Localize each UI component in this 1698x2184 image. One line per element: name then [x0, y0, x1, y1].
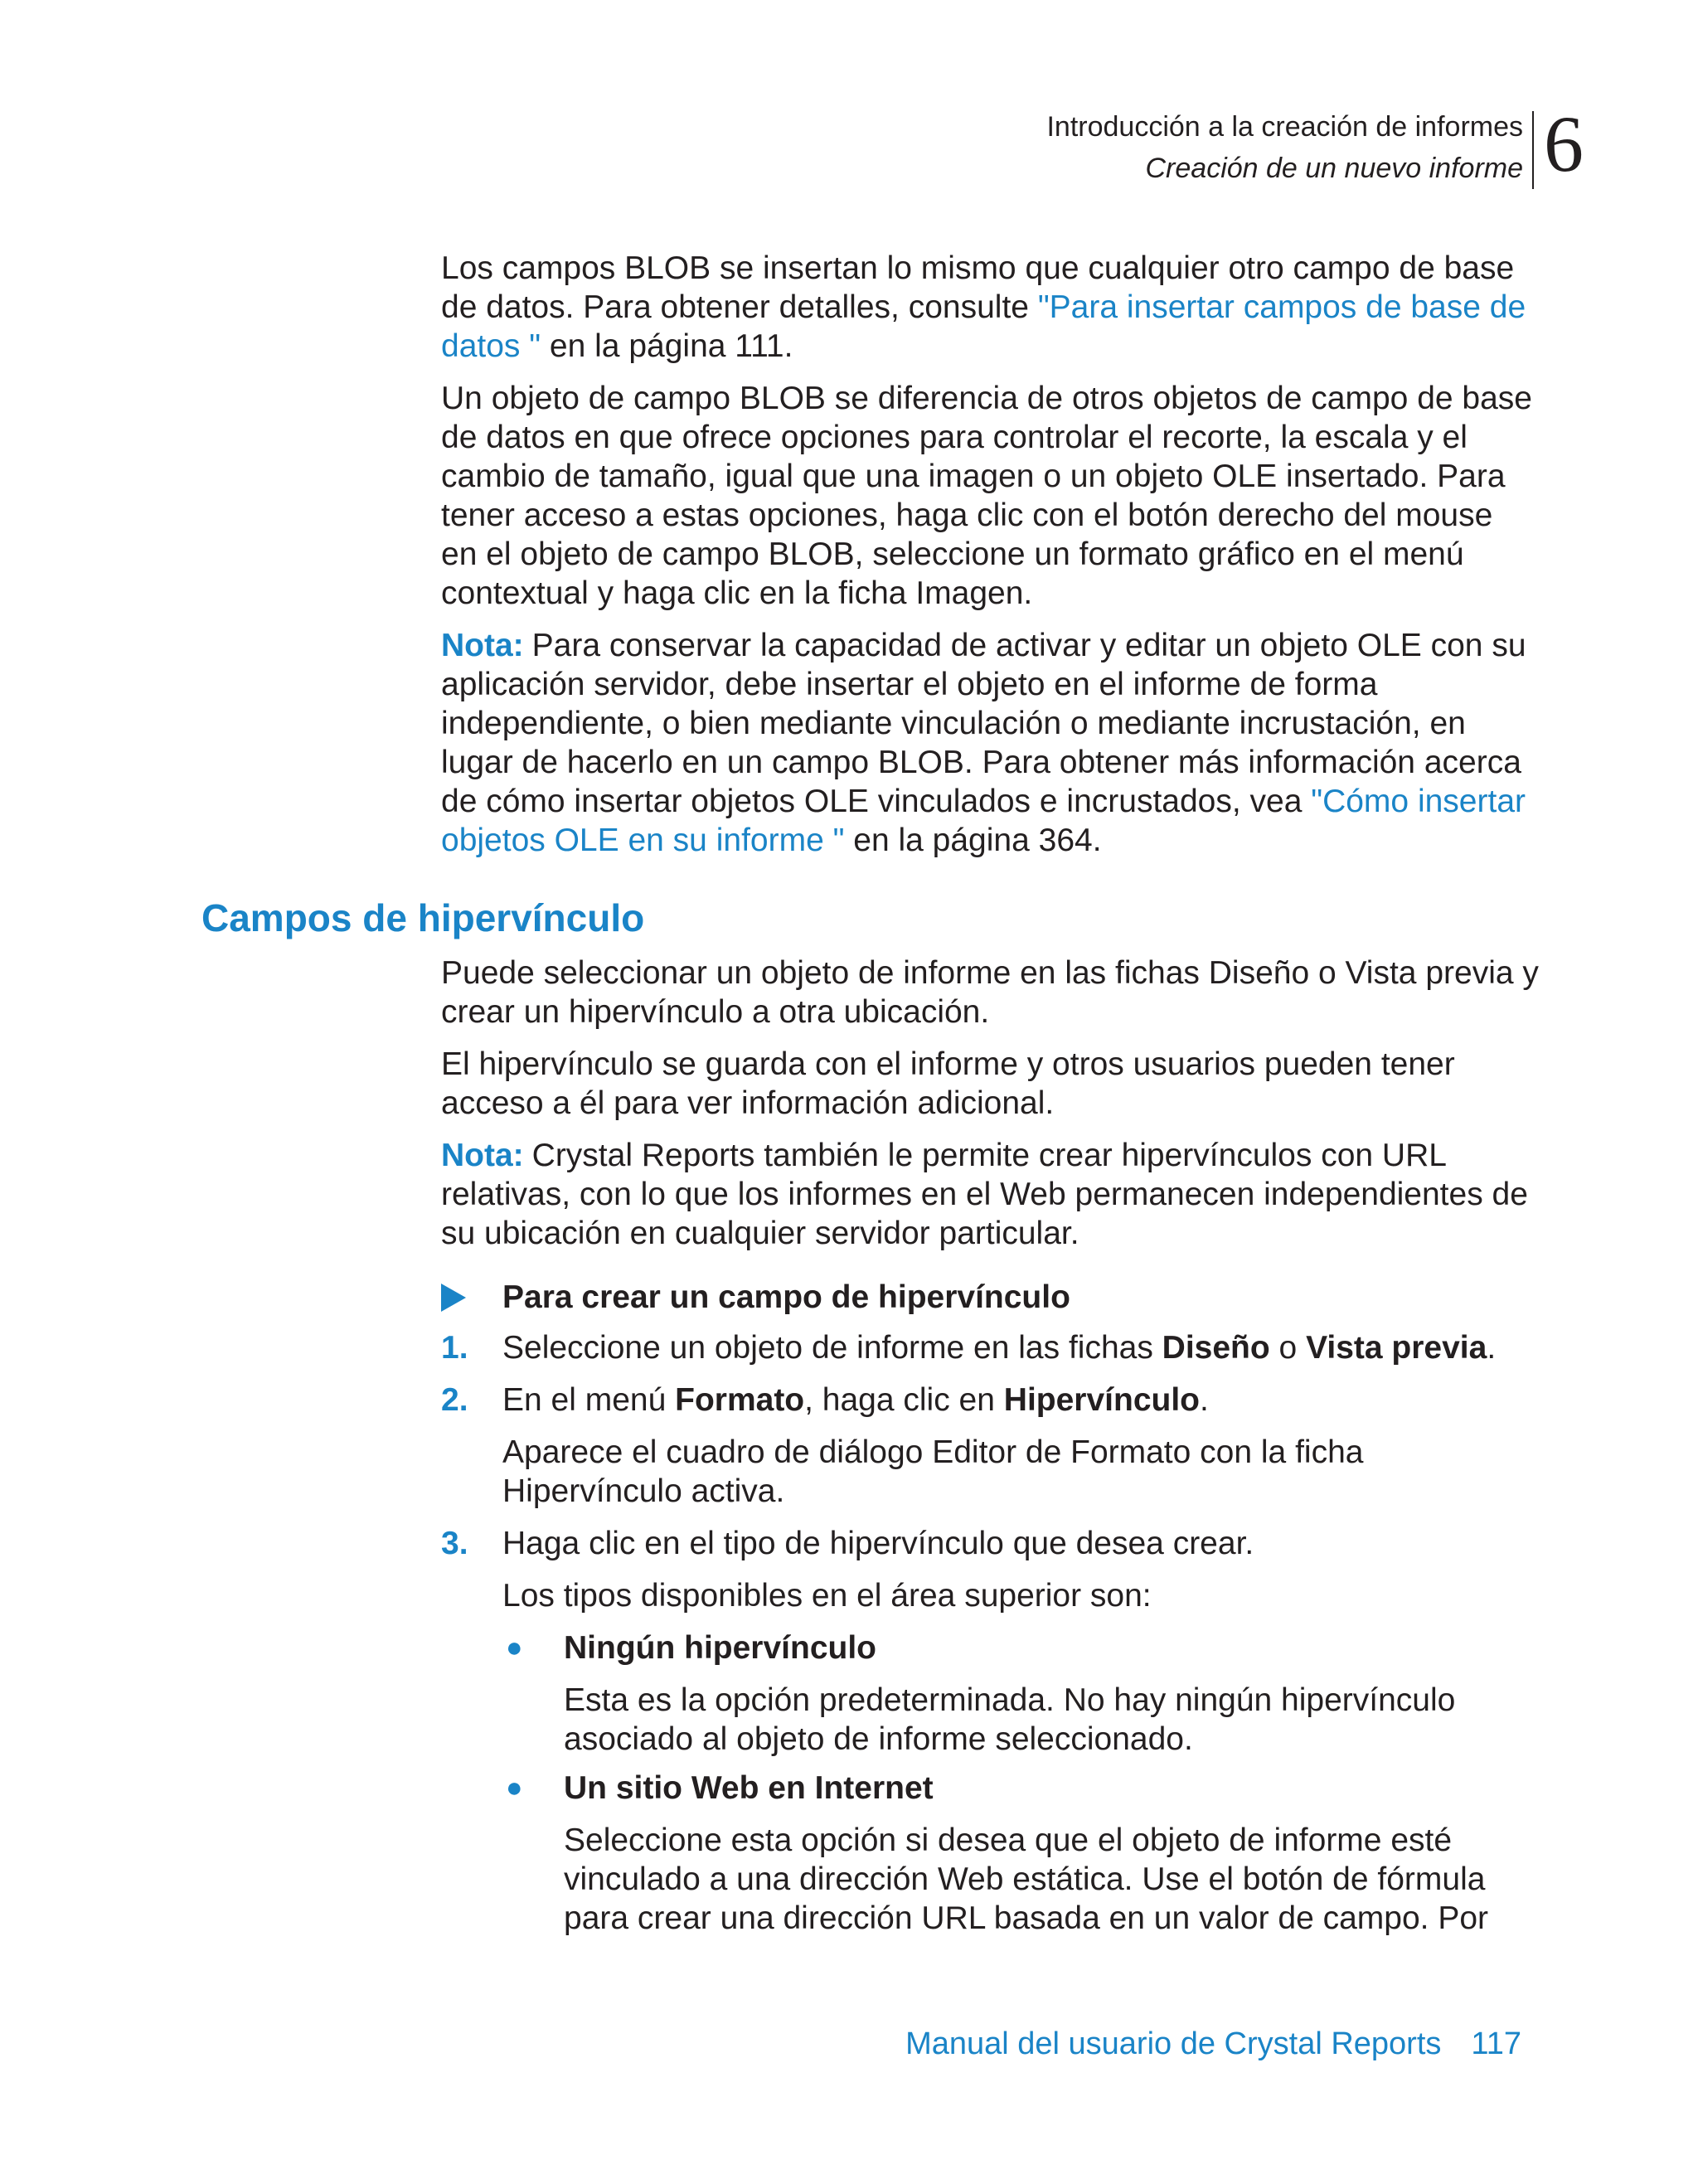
- step-2-result: Aparece el cuadro de diálogo Editor de Formato con la ficha Hipervínculo activa.: [502, 1434, 1364, 1509]
- step-1: 1. Seleccione un objeto de informe en las fichas Diseño o Vista previa.: [441, 1330, 1497, 1366]
- step-number: 2.: [441, 1382, 468, 1418]
- bullet-item: [502, 1769, 1544, 1808]
- step-3: 3. Haga clic en el tipo de hipervínculo que desea crear.: [441, 1526, 1254, 1561]
- chapter-divider: [1532, 111, 1534, 189]
- triangle-icon: [441, 1284, 466, 1312]
- procedure-title: Para crear un campo de hipervínculo: [502, 1279, 1070, 1315]
- bullet-item: [502, 1628, 1544, 1667]
- page-footer: [905, 2023, 1521, 2065]
- bullet-icon: ●: [506, 1772, 523, 1803]
- note-label: Nota:: [441, 628, 524, 663]
- paragraph-select-object: Puede seleccionar un objeto de informe en las fichas Diseño o Vista previa y crear un hipervínculo a otra ubicación.: [441, 955, 1539, 1030]
- hyperlink-section: [441, 954, 1544, 1948]
- step-number: 3.: [441, 1526, 468, 1561]
- link-insert-db-fields[interactable]: "Para insertar campos de base de datos ": [441, 289, 1526, 364]
- note-label: Nota:: [441, 1138, 524, 1173]
- bullet-title: Un sitio Web en Internet: [564, 1770, 934, 1806]
- paragraph-blob-options: Un objeto de campo BLOB se diferencia de otros objetos de campo de base de datos en que ofrece opciones para controlar el recorte, la escala y el cambio de tamaño, igual que una imagen o un objeto OLE insertado. Para tener acceso a estas opciones, haga clic con el botón derecho del mouse en el objeto de campo BLOB, seleccione un formato gráfico en el menú contextual y haga clic en la ficha Imagen.: [441, 381, 1532, 611]
- chapter-number: 6: [1544, 99, 1584, 188]
- step-3-intro: Los tipos disponibles en el área superior son:: [502, 1578, 1152, 1614]
- step-number: 1.: [441, 1330, 468, 1366]
- paragraph-hyperlink-saved: El hipervínculo se guarda con el informe y otros usuarios pueden tener acceso a él para ver información adicional.: [441, 1046, 1455, 1121]
- section-heading: Campos de hipervínculo: [201, 896, 645, 939]
- note-relative-urls: Nota: Crystal Reports también le permite crear hipervínculos con URL relativas, con lo que los informes en el Web permanecen independientes de su ubicación en cualquier servidor particular.: [441, 1138, 1528, 1251]
- link-insert-ole[interactable]: "Cómo insertar objetos OLE en su informe ": [441, 784, 1526, 858]
- page-number: 117: [1471, 2026, 1521, 2061]
- running-header: [1046, 106, 1523, 189]
- section-title: Creación de un nuevo informe: [1145, 153, 1523, 184]
- procedure-heading: [441, 1278, 1544, 1317]
- note-ole: Nota: Para conservar la capacidad de activar y editar un objeto OLE con su aplicación servidor, debe insertar el objeto en el informe de forma independiente, o bien mediante vinculación o mediante incrustación, en lugar de hacerlo en un campo BLOB. Para obtener más información acerca de cómo insertar objetos OLE vinculados e incrustados, vea "Cómo insertar objetos OLE en su informe " en la página 364.: [441, 628, 1526, 858]
- body-content: [441, 249, 1535, 873]
- bullet-description: Esta es la opción predeterminada. No hay ningún hipervínculo asociado al objeto de informe seleccionado.: [564, 1682, 1456, 1757]
- paragraph-blob-insert: Los campos BLOB se insertan lo mismo que cualquier otro campo de base de datos. Para obtener detalles, consulte "Para insertar campos de base de datos " en la página 111.: [441, 250, 1526, 364]
- bullet-description: Seleccione esta opción si desea que el objeto de informe esté vinculado a una dirección Web estática. Use el botón de fórmula para crear una dirección URL basada en un valor de campo. Por: [564, 1822, 1489, 1936]
- bullet-title: Ningún hipervínculo: [564, 1630, 876, 1666]
- step-2: 2. En el menú Formato, haga clic en Hipervínculo.: [441, 1382, 1209, 1418]
- chapter-title: Introducción a la creación de informes: [1046, 111, 1523, 143]
- manual-title: Manual del usuario de Crystal Reports: [905, 2026, 1442, 2061]
- bullet-icon: ●: [506, 1632, 523, 1663]
